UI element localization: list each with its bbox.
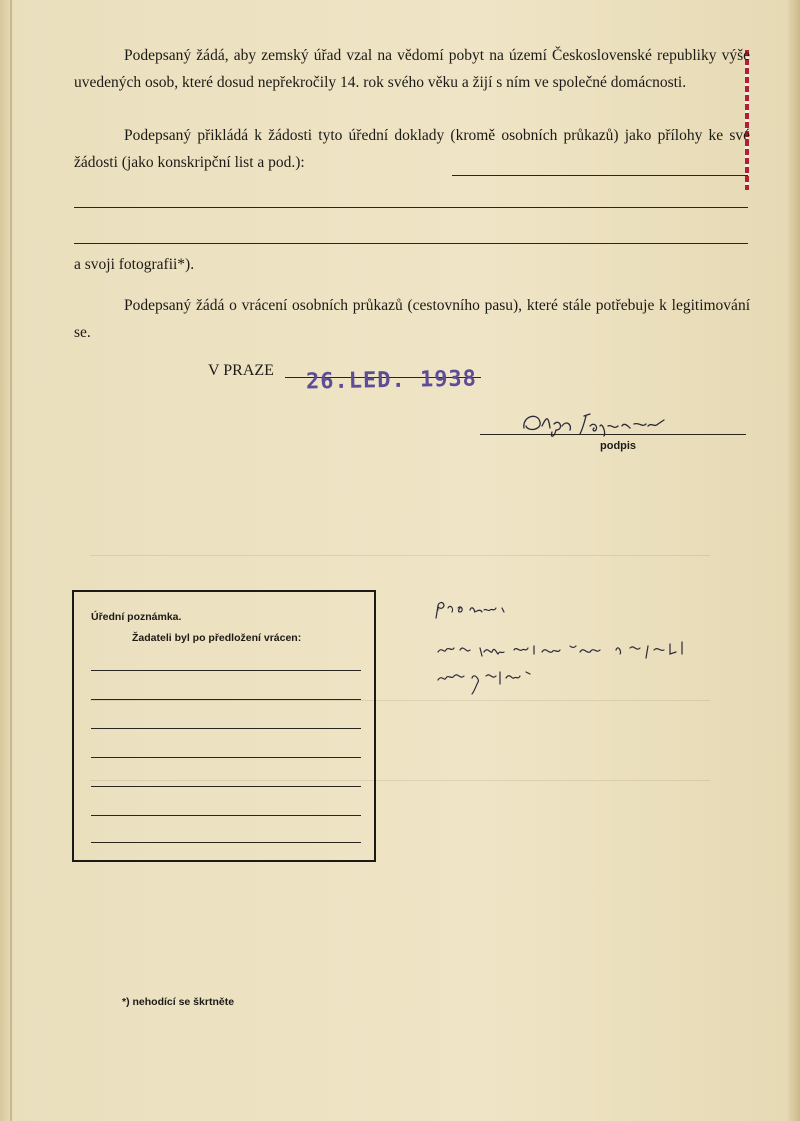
note-line [91, 815, 361, 816]
photo-line: a svoji fotografii*). [74, 256, 195, 273]
paragraph-residence: Podepsaný žádá, aby zemský úřad vzal na vědomí pobyt na území Československé republiky výše uvedených osob, které dosud nepřekročily 14. rok svého věku a žijí s ním ve společné domácnosti. [74, 47, 750, 91]
signature [520, 408, 710, 440]
official-note-title: Úřední poznámka. [91, 611, 182, 623]
place-label: V PRAZE [208, 362, 274, 379]
date-stamp: 26.LED. 1938 [305, 366, 478, 395]
official-note-box [72, 590, 376, 862]
attachments-line-1 [452, 175, 748, 176]
page-spine [10, 0, 12, 1121]
note-line [91, 670, 361, 671]
note-line [91, 757, 361, 758]
note-line [91, 699, 361, 700]
note-line [91, 728, 361, 729]
attachments-line-2 [74, 207, 748, 208]
signature-label: podpis [600, 440, 637, 452]
handwritten-note [430, 596, 730, 696]
note-line [91, 842, 361, 843]
paragraph-return-documents: Podepsaný žádá o vrácení osobních průkazů (cestovního pasu), které stále potřebuje k legitimování se. [74, 297, 750, 341]
page-edge [788, 0, 800, 1121]
official-note-subtitle: Žadateli byl po předložení vrácen: [132, 632, 302, 644]
footnote: *) nehodící se škrtněte [122, 996, 235, 1008]
signature-line [480, 434, 746, 435]
attachments-line-3 [74, 243, 748, 244]
note-line [91, 786, 361, 787]
paragraph-attachments: Podepsaný přikládá k žádosti tyto úřední doklady (kromě osobních průkazů) jako přílohy ke své žádosti (jako konskripční list a pod.): [74, 127, 750, 171]
